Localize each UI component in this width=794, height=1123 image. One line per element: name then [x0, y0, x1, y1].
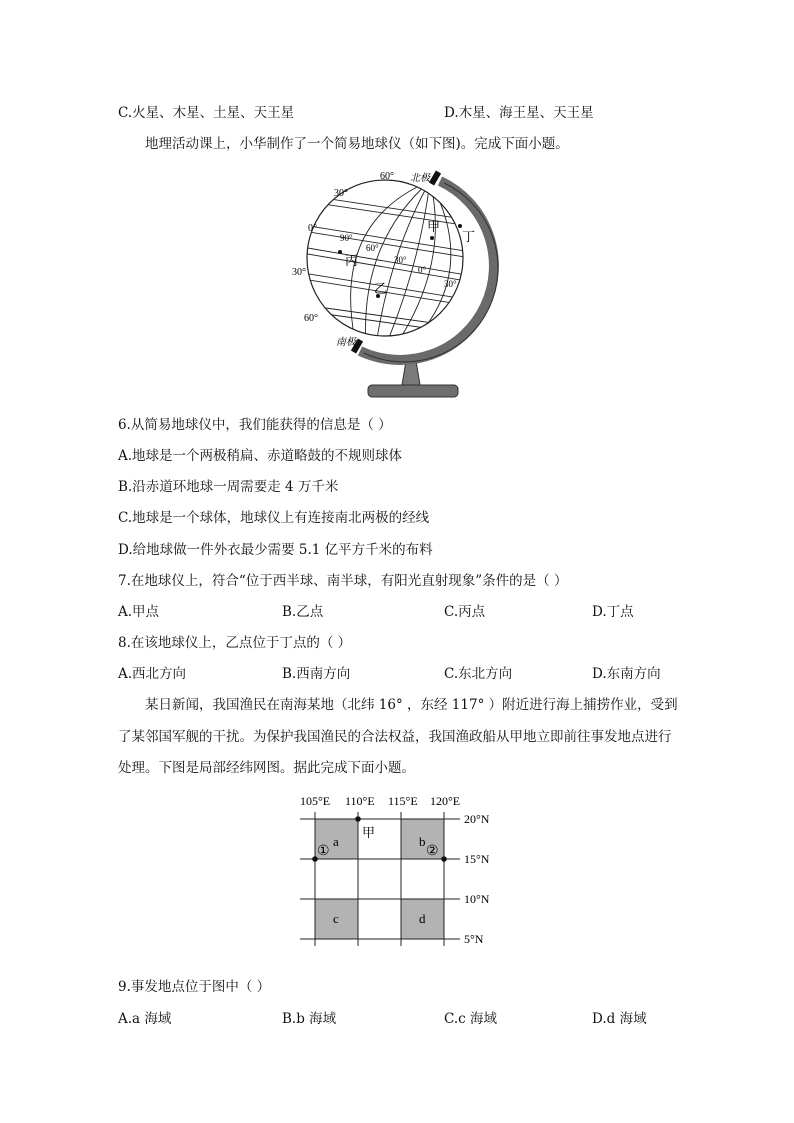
q9-option-d: D.d 海域: [592, 1011, 647, 1027]
q7-option-d: D.丁点: [592, 604, 634, 620]
q8-option-b: B.西南方向: [282, 666, 351, 682]
news-intro-text: 某日新闻，我国渔民在南海某地（北纬 16° ，东经 117° ）附近进行海上捕捞作业，受到了某邻国军舰的干扰。为保护我国渔民的合法权益，我国渔政船从甲地立即前往事发地点进行处理。下图是局部经纬网图。据此完成下面小题。: [118, 697, 678, 776]
q5-option-c: C.火星、木星、土星、天王星: [118, 105, 295, 121]
q8-option-c: C.东北方向: [444, 666, 513, 682]
point-bing-dot: [338, 250, 342, 254]
grid-lat-10: 10°N: [464, 892, 490, 906]
point-jia-dot: [430, 236, 434, 240]
lon-label-90: 90°: [340, 233, 353, 243]
point-jia-label: 甲: [427, 219, 441, 234]
point-ding-label: 丁: [462, 229, 476, 244]
grid-point-jia: [355, 816, 361, 822]
cell-a-label: a: [333, 834, 339, 849]
point-bing-label: 丙: [345, 253, 359, 268]
grid-circle-2-label: ②: [426, 844, 439, 859]
q6-option-b: B.沿赤道环地球一周需要走 4 万千米: [118, 479, 339, 495]
grid-jia-label: 甲: [362, 825, 376, 840]
grid-lon-105: 105°E: [300, 794, 331, 808]
lon-label-60: 60°: [366, 243, 379, 253]
lat-label-60s: 60°: [304, 313, 318, 324]
lon-label-0: 0°: [418, 265, 427, 275]
grid-circle-1-label: ①: [317, 844, 330, 859]
q9-option-b: B.b 海域: [282, 1011, 337, 1027]
point-ding-dot: [458, 224, 462, 228]
north-pole-label: 北极: [410, 173, 430, 184]
q5-option-d: D.木星、海王星、天王星: [444, 105, 594, 121]
globe-intro-text: 地理活动课上，小华制作了一个简易地球仪（如下图)。完成下面小题。: [145, 136, 569, 152]
south-pole-label: 南极: [336, 337, 356, 348]
q9-option-a: A.a 海域: [118, 1011, 172, 1027]
q6-option-d: D.给地球做一件外衣最少需要 5.1 亿平方千米的布料: [118, 542, 433, 558]
q8-option-d: D.东南方向: [592, 666, 661, 682]
globe-figure: [290, 163, 505, 403]
lat-label-30n: 30°: [334, 188, 348, 199]
lon-label-30e: 30°: [444, 279, 457, 289]
grid-lon-110: 110°E: [345, 794, 375, 808]
q9-option-c: C.c 海域: [444, 1011, 497, 1027]
q6-option-c: C.地球是一个球体，地球仪上有连接南北两极的经线: [118, 510, 430, 526]
cell-b-label: b: [419, 834, 426, 849]
lat-label-30s: 30°: [292, 267, 306, 278]
q8-option-a: A.西北方向: [118, 666, 187, 682]
globe-stand-base: [368, 385, 458, 397]
lon-label-30: 30°: [394, 255, 407, 265]
q8-stem: 8.在该地球仪上，乙点位于丁点的（ ）: [118, 635, 352, 651]
cell-c-label: c: [333, 911, 339, 926]
lat-label-60n: 60°: [380, 171, 394, 182]
cell-d-label: d: [419, 911, 426, 926]
q6-stem: 6.从简易地球仪中，我们能获得的信息是（ ）: [118, 417, 392, 433]
grid-lat-15: 15°N: [464, 852, 490, 866]
grid-lat-5: 5°N: [464, 932, 484, 946]
q9-stem: 9.事发地点位于图中（ ）: [118, 979, 271, 995]
lat-label-0: 0°: [308, 223, 317, 234]
lat-lon-grid-figure: [290, 790, 510, 955]
grid-lon-115: 115°E: [388, 794, 418, 808]
q7-option-c: C.丙点: [444, 604, 486, 620]
grid-lon-120: 120°E: [430, 794, 461, 808]
q6-option-a: A.地球是一个两极稍扁、赤道略鼓的不规则球体: [118, 448, 403, 464]
q7-stem: 7.在地球仪上，符合“位于西半球、南半球，有阳光直射现象”条件的是（ ）: [118, 573, 568, 589]
grid-lat-20: 20°N: [464, 812, 490, 826]
q7-option-a: A.甲点: [118, 604, 160, 620]
grid-point-2: [441, 856, 447, 862]
q7-option-b: B.乙点: [282, 604, 324, 620]
point-yi-label: 乙: [374, 281, 388, 296]
